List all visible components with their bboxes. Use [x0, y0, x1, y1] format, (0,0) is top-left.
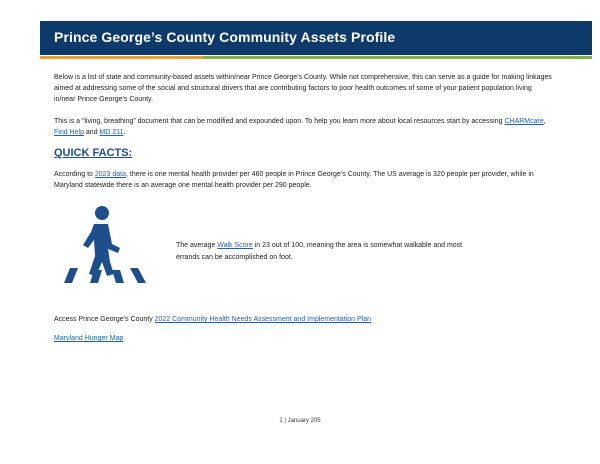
intro-paragraph: Below is a list of state and community-based assets within/near Prince George’s County. While not comprehensive, this can serve as a guide for making linkages aimed at addressing some of the social and structural drivers that are contributing factors to poor health outcomes of some of your patient population living in/near Prince George’s County. [54, 74, 552, 103]
mental-health-fact [54, 169, 554, 191]
charmcare-link[interactable]: CHARMcare [504, 118, 544, 125]
resources-intro-text: This is a “living, breathing” document that can be modified and expounded upon. To help you learn more about local resources start by accessing [54, 118, 505, 125]
chna-prefix: Access Prince George’s County [54, 316, 155, 323]
accent-stripe-green [203, 56, 592, 59]
walk-text: in 23 out of 100, meaning the area is somewhat walkable and most errands can be accomplished on foot. [176, 242, 463, 261]
separator-text: , [543, 118, 546, 125]
period-text: . [123, 129, 126, 136]
fact-prefix: According to [54, 171, 95, 178]
walk-score-fact [176, 240, 466, 264]
walk-score-link[interactable]: Walk Score [217, 242, 253, 249]
page-footer: 1 | January 205 [279, 418, 321, 424]
accent-stripe-orange [40, 56, 203, 59]
chna-line [54, 314, 554, 325]
data-2023-link[interactable]: 2023 data [94, 171, 127, 178]
quick-facts-heading: QUICK FACTS: [54, 147, 133, 159]
header-banner [40, 21, 592, 55]
and-text: and [83, 129, 100, 136]
md-211-link[interactable]: MD 211 [99, 129, 124, 136]
hunger-map-line [54, 333, 554, 344]
walk-prefix: The average [176, 242, 218, 249]
fact-text: , there is one mental health provider per 460 people in Prince George’s County. The US average is 320 people per provider, while in Maryland statewide there is an average one mental health provider per 290 people. [54, 171, 534, 189]
find-help-link[interactable]: Find Help [54, 129, 84, 136]
hunger-map-link[interactable]: Maryland Hunger Map [54, 335, 124, 342]
pedestrian-crosswalk-icon [58, 204, 150, 284]
page-title: Prince George’s County Community Assets Profile [54, 29, 396, 45]
chna-link[interactable]: 2022 Community Health Needs Assessment and Implementation Plan [154, 316, 371, 323]
resources-intro-paragraph [54, 116, 554, 138]
